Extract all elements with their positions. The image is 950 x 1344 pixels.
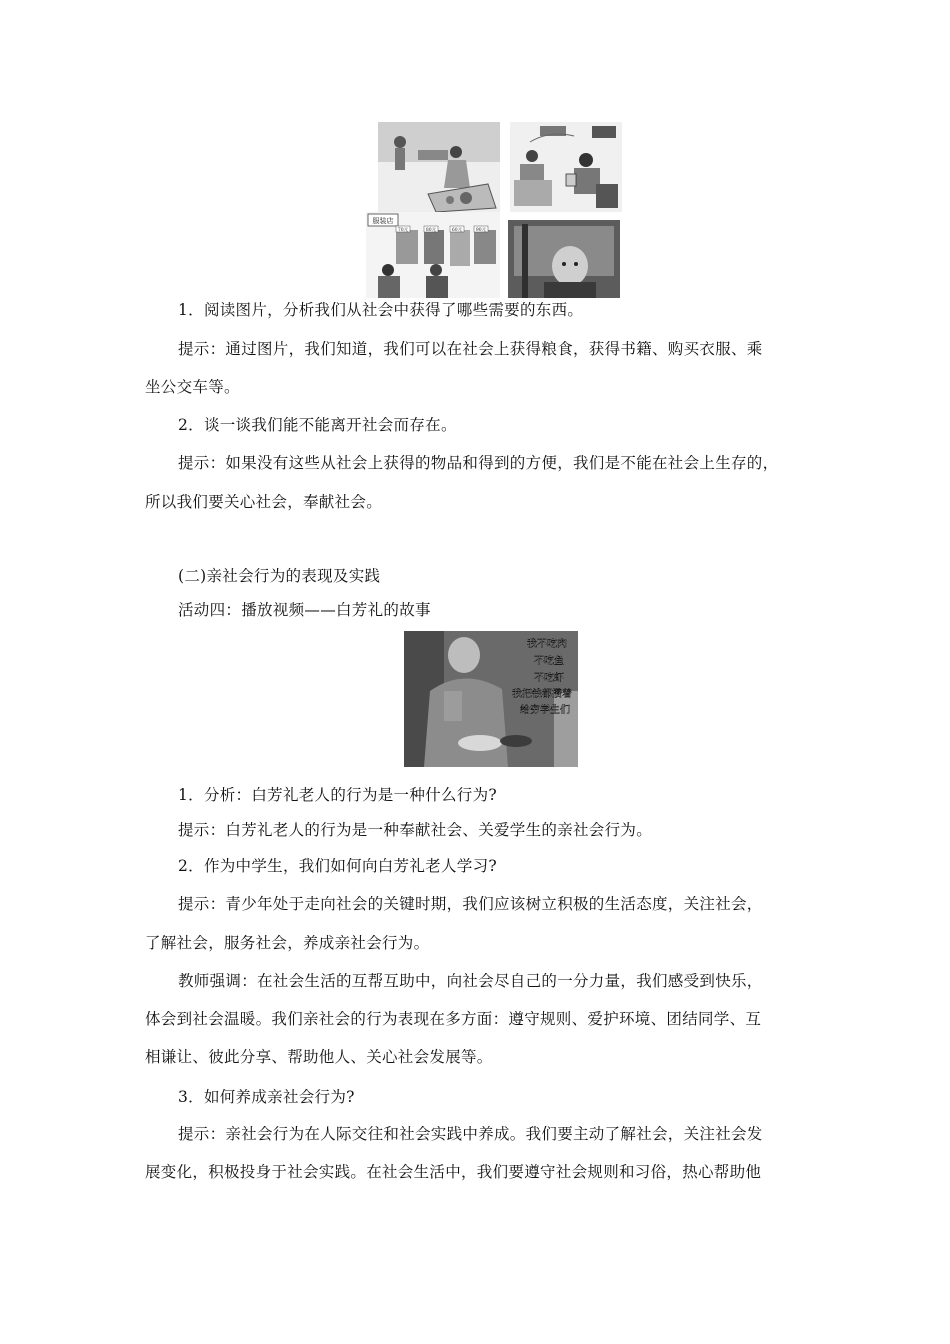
collage-panel-food [378,122,500,212]
collage-panel-books [510,122,622,212]
question-1: 1．阅读图片，分析我们从社会中获得了哪些需要的东西。 [178,301,584,319]
child-on-bus-photo [508,220,620,298]
hint-2-line-1: 提示：如果没有这些从社会上获得的物品和得到的方便，我们是不能在社会上生存的， [178,454,779,472]
analysis-hint-3-line-2: 展变化，积极投身于社会实践。在社会生活中，我们要遵守社会规则和习俗，热心帮助他 [145,1163,762,1181]
video-caption-3: 不吃虾 [534,673,564,684]
teacher-emphasis-line-1: 教师强调：在社会生活的互帮互助中，向社会尽自己的一分力量，我们感受到快乐， [178,972,763,990]
price-tag-4: 90元 [475,228,487,233]
question-2: 2．谈一谈我们能不能离开社会而存在。 [178,416,457,434]
hint-2-line-2: 所以我们要关心社会，奉献社会。 [145,493,383,511]
video-caption-5: 给穷学生们 [520,705,570,716]
analysis-hint-3-line-1: 提示：亲社会行为在人际交往和社会实践中养成。我们要主动了解社会，关注社会发 [178,1125,763,1143]
video-caption-1: 我不吃肉 [527,639,567,650]
price-tag-1: 70元 [397,228,409,233]
hint-1-line-2: 坐公交车等。 [145,378,240,396]
analysis-question-3: 3．如何养成亲社会行为? [178,1088,355,1106]
farm-meal-illustration [378,122,500,212]
collage-panel-bus [508,220,620,298]
analysis-hint-1: 提示：白芳礼老人的行为是一种奉献社会、关爱学生的亲社会行为。 [178,821,653,839]
video-caption-2: 不吃鱼 [534,656,564,667]
analysis-hint-2-line-1: 提示：青少年处于走向社会的关键时期，我们应该树立积极的生活态度，关注社会， [178,895,763,913]
collage-panel-clothes [366,212,500,298]
activity-title: 活动四：播放视频——白芳礼的故事 [178,601,431,619]
teacher-emphasis-line-2: 体会到社会温暖。我们亲社会的行为表现在多方面：遵守规则、爱护环境、团结同学、互 [145,1010,762,1028]
book-reading-illustration [510,122,622,212]
price-tag-2: 80元 [425,228,437,233]
analysis-question-2: 2．作为中学生，我们如何向白芳礼老人学习? [178,857,497,875]
analysis-question-1: 1．分析：白芳礼老人的行为是一种什么行为? [178,786,497,804]
clothes-shop-sign: 服装店 [372,217,394,225]
elderly-man-eating-photo [404,631,578,767]
analysis-hint-2-line-2: 了解社会，服务社会，养成亲社会行为。 [145,934,430,952]
hint-1-line-1: 提示：通过图片，我们知道，我们可以在社会上获得粮食，获得书籍、购买衣服、乘 [178,340,763,358]
teacher-emphasis-line-3: 相谦让、彼此分享、帮助他人、关心社会发展等。 [145,1048,493,1066]
video-caption-4: 我把钱都攒着 [512,689,572,700]
price-tag-3: 60元 [451,228,463,233]
section-heading: (二)亲社会行为的表现及实践 [178,567,381,585]
video-still-bai-fangli [404,631,578,767]
clothing-shop-illustration [366,212,500,298]
